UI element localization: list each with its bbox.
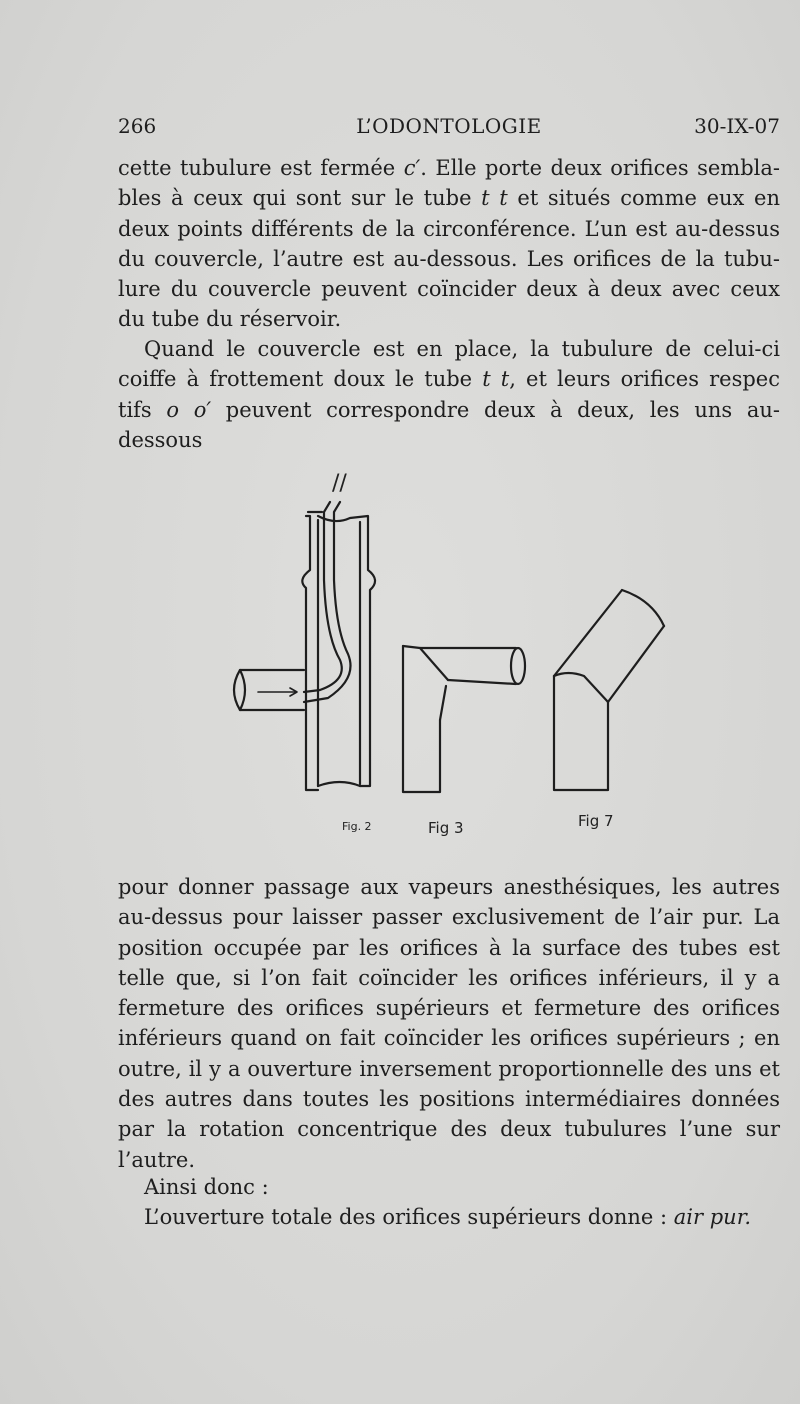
text-run: pour donner passage aux vapeurs anesthésiques, les autres au-dessus pour laisser passer exclusivement de l’air pur. La position occupée par les orifices à la surface des tubes est telle que, si l’on fait coïncider les orifices inférieurs, il y a fermeture des orifices supérieurs et fermeture des orifices inférieurs quand on fait coïncider les orifices supérieurs ; en outre, il y a ouverture inversement proportionnelle des uns et des autres dans toutes les positions intermédiaires données par la rotation concentrique des deux tubulures l’une sur l’autre. xyxy=(118,875,780,1172)
page-number: 266 xyxy=(118,114,157,138)
running-header xyxy=(118,114,780,144)
italic-run: t t xyxy=(482,367,510,392)
italic-run: c′ xyxy=(403,156,421,180)
text-run: Quand le couvercle est en place, la tubulure de celui-ci coiffe à frottement doux le tube xyxy=(118,337,780,392)
italic-run: t t xyxy=(481,186,508,211)
fig-3-drawing xyxy=(403,646,525,792)
fig-3-caption: Fig 3 xyxy=(428,819,464,837)
text-run: Ainsi donc : xyxy=(144,1175,269,1199)
fig-7-caption: Fig 7 xyxy=(578,812,614,830)
tube-figures-illustration xyxy=(200,440,700,850)
text-run: peuvent correspondre deux à deux, les uns au-dessous xyxy=(118,397,780,452)
paragraph-5 xyxy=(118,1202,780,1232)
fig-2-caption: Fig. 2 xyxy=(342,820,372,833)
text-run: . Elle porte deux orifices sembla-bles à ceux qui sont sur le tube xyxy=(118,156,780,211)
journal-title: L’ODONTOLOGIE xyxy=(356,114,542,138)
text-run: et situés comme eux en deux points différents de la circonférence. L’un est au-dessus du couvercle, l’autre est au-dessous. Les orifices de la tubu-lure du couvercle peuvent coïncider deux à deux avec ceux du tube du réservoir. xyxy=(118,186,780,332)
paragraph-3 xyxy=(118,872,780,1175)
figure-drawing xyxy=(200,440,700,850)
text-run: , et leurs orifices respec tifs xyxy=(118,367,780,422)
text-run: cette tubulure est fermée xyxy=(118,156,404,180)
italic-run: air pur. xyxy=(673,1205,752,1229)
paragraph-4 xyxy=(118,1172,780,1202)
paragraph-1 xyxy=(118,153,780,335)
fig-7-drawing xyxy=(554,590,664,790)
paragraph-2 xyxy=(118,334,780,455)
italic-run: o o′ xyxy=(166,397,212,422)
text-run: L’ouverture totale des orifices supérieurs donne : xyxy=(144,1205,674,1229)
figure-captions xyxy=(342,812,614,837)
arrow-label: // xyxy=(332,471,347,496)
fig-2-drawing xyxy=(234,471,375,790)
issue-date: 30-IX-07 xyxy=(694,114,780,138)
